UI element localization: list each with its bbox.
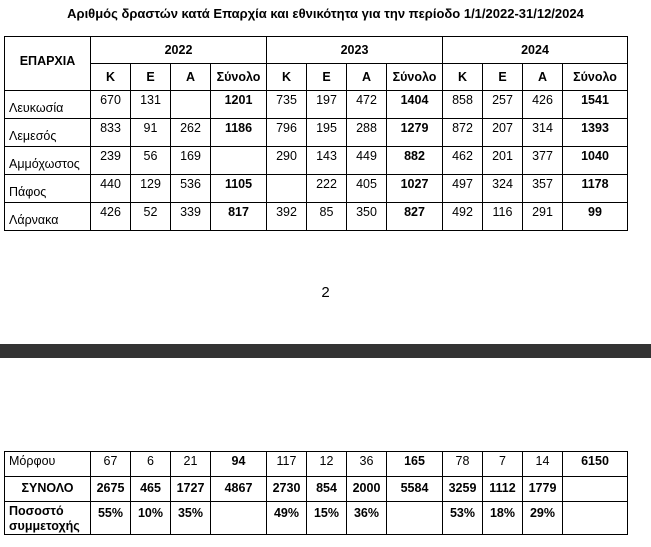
value-cell: 29% [523,502,563,535]
page-separator [0,344,651,358]
value-cell: 195 [307,119,347,147]
value-cell: 131 [131,91,171,119]
value-cell: 426 [523,91,563,119]
value-cell: 53% [443,502,483,535]
value-cell: 6 [131,452,171,477]
value-cell: 462 [443,147,483,175]
value-cell: 201 [483,147,523,175]
value-cell: 36% [347,502,387,535]
value-cell: 197 [307,91,347,119]
value-cell: 21 [171,452,211,477]
value-cell: 222 [307,175,347,203]
value-cell: 497 [443,175,483,203]
table-row [5,119,628,147]
col-header: Κ [267,64,307,91]
value-cell: 55% [91,502,131,535]
total-cell: 1105 [211,175,267,203]
total-cell: 827 [387,203,443,231]
table-row [5,452,628,477]
value-cell: 872 [443,119,483,147]
value-cell: 129 [131,175,171,203]
province-name: Λάρνακα [5,203,91,231]
total-cell: 1186 [211,119,267,147]
value-cell: 1727 [171,477,211,502]
value-cell: 35% [171,502,211,535]
province-name: Λεμεσός [5,119,91,147]
value-cell [171,91,211,119]
value-cell: 449 [347,147,387,175]
total-cell: 1040 [563,147,628,175]
total-cell: 5584 [387,477,443,502]
total-cell: 99 [563,203,628,231]
col-header: Ε [483,64,523,91]
col-header: Σύνολο [563,64,628,91]
total-cell: 1201 [211,91,267,119]
value-cell: 36 [347,452,387,477]
value-cell: 735 [267,91,307,119]
total-cell: 1178 [563,175,628,203]
value-cell: 49% [267,502,307,535]
province-name: Πάφος [5,175,91,203]
col-header: Α [347,64,387,91]
value-cell: 143 [307,147,347,175]
value-cell: 1112 [483,477,523,502]
year-header-2022: 2022 [91,37,267,64]
value-cell: 339 [171,203,211,231]
table-row [5,91,628,119]
col-header: Α [523,64,563,91]
value-cell: 2730 [267,477,307,502]
value-cell: 14 [523,452,563,477]
total-cell: 1404 [387,91,443,119]
total-cell [563,477,628,502]
total-cell: 1027 [387,175,443,203]
table-row [5,147,628,175]
total-cell: 1393 [563,119,628,147]
percentage-row-label: Ποσοστό συμμετοχής [5,502,91,535]
value-cell: 3259 [443,477,483,502]
col-header: Κ [91,64,131,91]
value-cell: 262 [171,119,211,147]
value-cell: 440 [91,175,131,203]
value-cell: 12 [307,452,347,477]
value-cell: 377 [523,147,563,175]
year-header-2024: 2024 [443,37,628,64]
total-cell: 1541 [563,91,628,119]
value-cell: 324 [483,175,523,203]
value-cell: 854 [307,477,347,502]
value-cell: 670 [91,91,131,119]
value-cell: 78 [443,452,483,477]
value-cell: 833 [91,119,131,147]
total-cell: 1279 [387,119,443,147]
value-cell: 56 [131,147,171,175]
table-title: Αριθμός δραστών κατά Επαρχία και εθνικότητα για την περίοδο 1/1/2022-31/12/2024 [67,6,584,21]
page-number: 2 [321,284,330,301]
total-cell: 4867 [211,477,267,502]
value-cell [267,175,307,203]
col-header: Κ [443,64,483,91]
total-cell [211,147,267,175]
value-cell: 2675 [91,477,131,502]
total-cell: 6150 [563,452,628,477]
value-cell: 7 [483,452,523,477]
col-header: Α [171,64,211,91]
value-cell: 492 [443,203,483,231]
value-cell: 350 [347,203,387,231]
value-cell: 1779 [523,477,563,502]
value-cell: 18% [483,502,523,535]
value-cell: 2000 [347,477,387,502]
value-cell: 288 [347,119,387,147]
value-cell: 465 [131,477,171,502]
col-header: Σύνολο [211,64,267,91]
value-cell: 117 [267,452,307,477]
total-cell: 882 [387,147,443,175]
value-cell: 15% [307,502,347,535]
col-header: Ε [307,64,347,91]
offenders-table-bottom [4,451,628,535]
col-header: Ε [131,64,171,91]
value-cell: 314 [523,119,563,147]
total-cell [563,502,628,535]
value-cell: 67 [91,452,131,477]
value-cell: 357 [523,175,563,203]
value-cell: 52 [131,203,171,231]
year-header-2023: 2023 [267,37,443,64]
total-cell: 94 [211,452,267,477]
value-cell: 426 [91,203,131,231]
province-header: ΕΠΑΡΧΙΑ [5,37,91,91]
value-cell: 858 [443,91,483,119]
province-name: Μόρφου [5,452,91,477]
value-cell: 91 [131,119,171,147]
value-cell: 169 [171,147,211,175]
table-row [5,203,628,231]
total-row-label: ΣΥΝΟΛΟ [5,477,91,502]
value-cell: 116 [483,203,523,231]
value-cell: 405 [347,175,387,203]
value-cell: 392 [267,203,307,231]
value-cell: 257 [483,91,523,119]
table-row [5,175,628,203]
value-cell: 239 [91,147,131,175]
value-cell: 10% [131,502,171,535]
value-cell: 291 [523,203,563,231]
total-cell [387,502,443,535]
value-cell: 85 [307,203,347,231]
total-cell: 817 [211,203,267,231]
value-cell: 207 [483,119,523,147]
province-name: Λευκωσία [5,91,91,119]
table-row [5,477,628,502]
value-cell: 472 [347,91,387,119]
total-cell: 165 [387,452,443,477]
offenders-table-top [4,36,628,231]
value-cell: 536 [171,175,211,203]
province-name: Αμμόχωστος [5,147,91,175]
value-cell: 796 [267,119,307,147]
col-header: Σύνολο [387,64,443,91]
value-cell: 290 [267,147,307,175]
table-row [5,502,628,535]
total-cell [211,502,267,535]
